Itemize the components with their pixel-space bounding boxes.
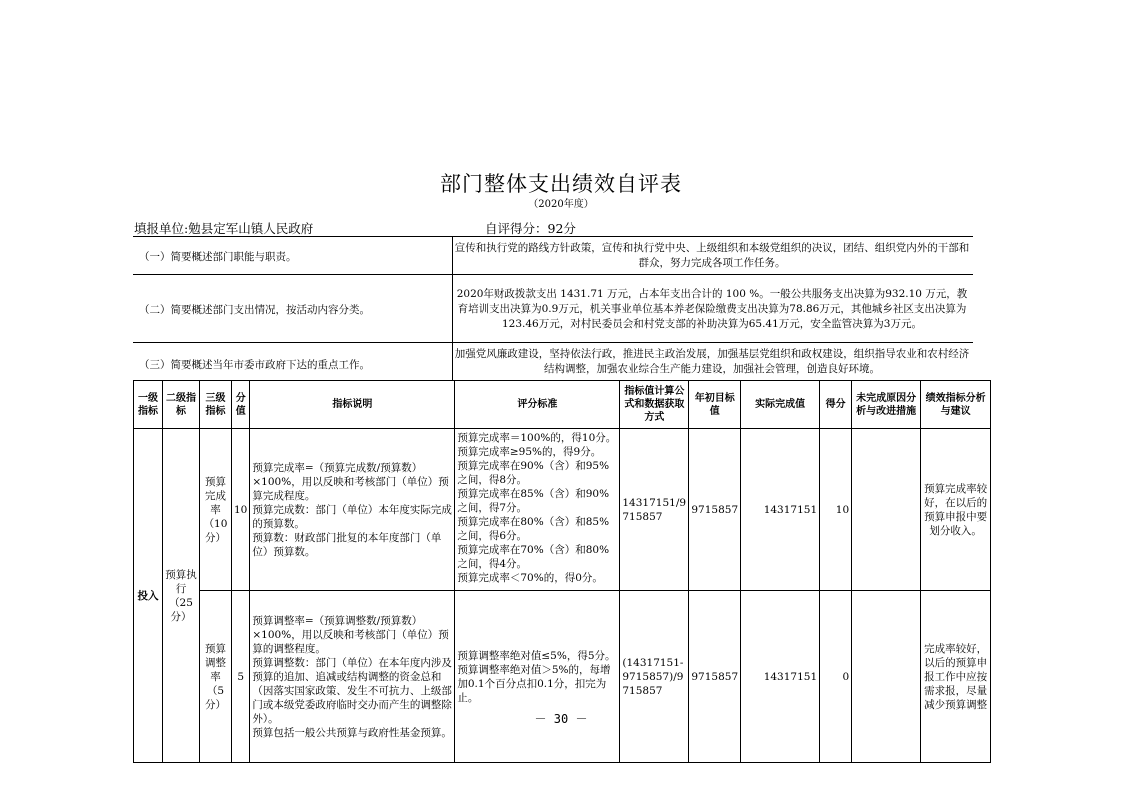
header-level1: 一级指标 — [134, 381, 163, 429]
summary-answer: 2020年财政拨款支出 1431.71 万元，占本年支出合计的 100 %。一般公共服务支出决算为932.10 万元，教育培训支出决算为0.9万元，机关事业单位基本养老保险缴费支出决算为78.86万元，其他城乡社区支出决算为123.46万元，对村民委员会和村党支部的补助决算为65.41万元，安全监管决算为3万元。 — [456, 288, 968, 330]
reason-cell — [852, 429, 921, 591]
table-row — [134, 429, 991, 591]
score-cell: 10 — [820, 429, 852, 591]
points-cell: 5 — [232, 591, 250, 763]
formula-cell: (14317151-9715857)/9715857 — [620, 591, 689, 763]
level3-cell: 预算完成率（10分） — [200, 429, 232, 591]
header-level2: 二级指标 — [163, 381, 200, 429]
summary-question: （三）简要概述当年市委市政府下达的重点工作。 — [139, 359, 370, 371]
header-formula: 指标值计算公式和数据获取方式 — [620, 381, 689, 429]
summary-answer: 加强党风廉政建设，坚持依法行政，推进民主政治发展，加强基层党组织和政权建设，组织指导农业和农村经济结构调整，加强农业综合生产能力建设，加强社会管理，创造良好环境。 — [454, 348, 970, 375]
formula-cell: 14317151/9715857 — [620, 429, 689, 591]
analysis-cell: 预算完成率较好，在以后的预算申报中要划分收入。 — [921, 429, 991, 591]
actual-cell: 14317151 — [741, 429, 820, 591]
indicator-table — [133, 380, 991, 763]
analysis-cell: 完成率较好，以后的预算申报工作中应按需求报，尽量减少预算调整 — [921, 591, 991, 763]
table-header-row — [134, 381, 991, 429]
description-cell: 预算完成率=（预算完成数/预算数）×100%，用以反映和考核部门（单位）预算完成程度。 预算完成数：部门（单位）本年度实际完成的预算数。 预算数：财政部门批复的本年度部门（单位）预算数。 — [250, 429, 455, 591]
report-year: （2020年度） — [528, 199, 594, 210]
table-row — [134, 591, 991, 763]
standard-cell: 预算调整率绝对值≤5%，得5分。预算调整率绝对值＞5%的，每增加0.1个百分点扣0.1分，扣完为止。 — [455, 591, 620, 763]
header-standard: 评分标准 — [455, 381, 620, 429]
score-cell: 0 — [820, 591, 852, 763]
level2-cell: 预算执行（25分） — [163, 429, 200, 763]
header-actual: 实际完成值 — [741, 381, 820, 429]
standard-cell: 预算完成率＝100%的，得10分。 预算完成率≥95%的，得9分。 预算完成率在90%（含）和95%之间，得8分。 预算完成率在85%（含）和90%之间，得7分。 预算完成率在80%（含）和85%之间，得6分。 预算完成率在70%（含）和80%之间，得4分。 预算完成率＜70%的，得0分。 — [457, 432, 617, 584]
summary-divider — [452, 236, 453, 380]
summary-answer: 宣传和执行党的路线方针政策，宣传和执行党中央、上级组织和本级党组织的决议，团结、组织党内外的干部和群众，努力完成各项工作任务。 — [454, 242, 970, 269]
header-level3: 三级指标 — [200, 381, 232, 429]
target-cell: 9715857 — [689, 591, 741, 763]
level1-cell: 投入 — [134, 429, 163, 763]
header-score: 得分 — [820, 381, 852, 429]
reporting-unit: 填报单位:勉县定军山镇人民政府 — [134, 221, 314, 236]
summary-question: （一）简要概述部门职能与职责。 — [139, 251, 297, 263]
summary-section-1 — [133, 236, 973, 275]
header-analysis: 绩效指标分析与建议 — [921, 381, 991, 429]
level3-cell: 预算调整率（5分） — [200, 591, 232, 763]
self-score: 自评得分：92分 — [485, 221, 576, 236]
reason-cell — [852, 591, 921, 763]
header-reason: 未完成原因分析与改进措施 — [852, 381, 921, 429]
description-cell: 预算调整率=（预算调整数/预算数）×100%，用以反映和考核部门（单位）预算的调整程度。 预算调整数：部门（单位）在本年度内涉及预算的追加、追减或结构调整的资金总和（因落实国家政策、发生不可抗力、上级部门或本级党委政府临时交办而产生的调整除外）。 预算包括一般公共预算与政府性基金预算。 — [250, 591, 455, 763]
page-number: － 30 － — [534, 712, 588, 726]
page-title: 部门整体支出绩效自评表 — [440, 172, 682, 196]
header-points: 分值 — [232, 381, 250, 429]
summary-section-3 — [133, 342, 973, 381]
header-description: 指标说明 — [250, 381, 455, 429]
summary-section-2 — [133, 274, 973, 343]
header-target: 年初目标值 — [689, 381, 741, 429]
points-cell: 10 — [232, 429, 250, 591]
summary-question: （二）简要概述部门支出情况，按活动内容分类。 — [139, 304, 370, 316]
target-cell: 9715857 — [689, 429, 741, 591]
actual-cell: 14317151 — [741, 591, 820, 763]
